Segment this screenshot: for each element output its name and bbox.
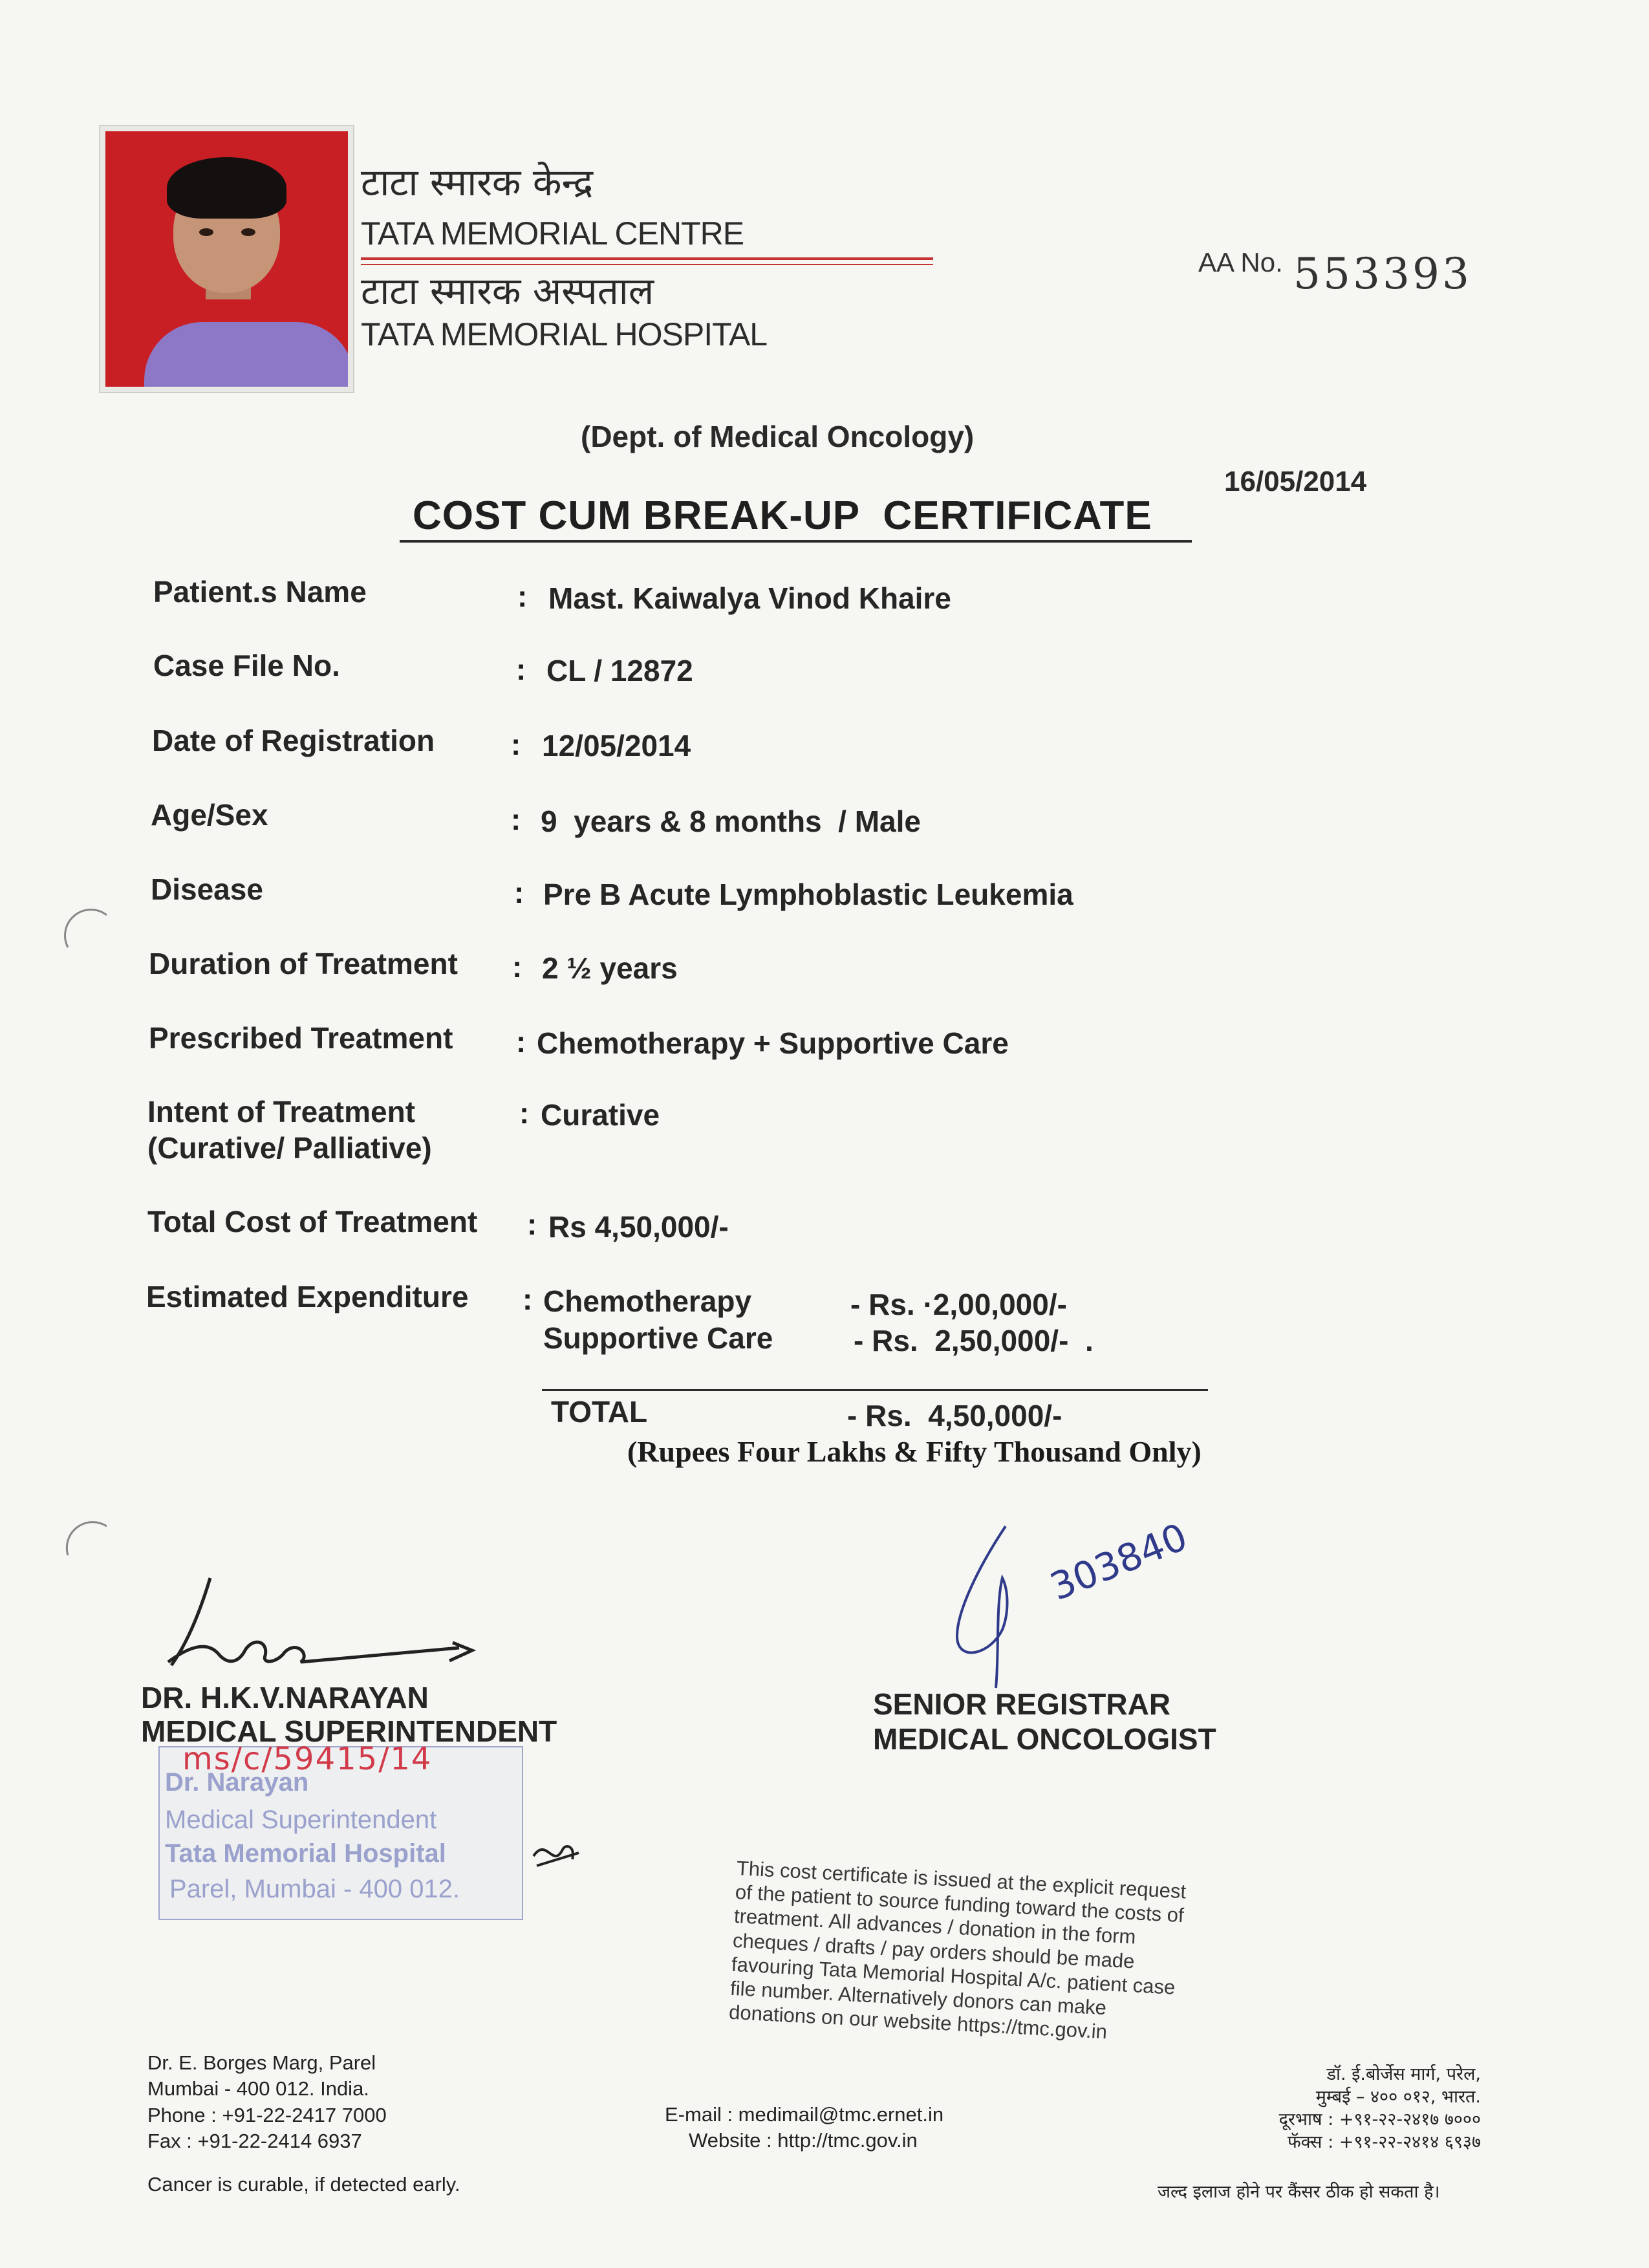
- label-age-sex: Age/Sex: [151, 798, 268, 832]
- expenditure-item-name: Chemotherapy: [543, 1284, 752, 1318]
- label-patient-name: Patient.s Name: [153, 575, 367, 609]
- registrar-handwritten-number: 303840: [1044, 1515, 1194, 1609]
- registrar-signature: [931, 1513, 1242, 1694]
- aa-number-label: AA No.: [1198, 247, 1283, 277]
- hindi-centre-name: टाटा स्मारक केन्द्र: [361, 160, 594, 204]
- punch-hole-mark: [61, 1517, 113, 1575]
- hospital-name: TATA MEMORIAL HOSPITAL: [361, 316, 768, 352]
- label-intent-options: (Curative/ Palliative): [147, 1131, 432, 1165]
- total-amount: - Rs. 4,50,000/-: [847, 1399, 1062, 1432]
- aa-number: 553393: [1293, 249, 1472, 299]
- superintendent-title: MEDICAL SUPERINTENDENT: [141, 1714, 557, 1748]
- expenditure-item-amount: - Rs. 2,50,000/- .: [854, 1324, 1094, 1357]
- initials-mark: [527, 1830, 585, 1875]
- expenditure-item-amount: - Rs. ·2,00,000/-: [850, 1288, 1067, 1321]
- certificate-title: COST CUM BREAK-UP CERTIFICATE: [413, 493, 1152, 538]
- header-rule: [361, 257, 933, 260]
- value-case-file: CL / 12872: [546, 654, 693, 687]
- expenditure-item-name: Supportive Care: [543, 1321, 773, 1355]
- value-registration-date: 12/05/2014: [542, 729, 691, 762]
- punch-hole-mark: [61, 909, 113, 967]
- value-intent: Curative: [541, 1098, 660, 1132]
- registrar-title: MEDICAL ONCOLOGIST: [873, 1722, 1216, 1756]
- total-rule: [542, 1389, 1208, 1391]
- value-duration: 2 ½ years: [542, 951, 678, 985]
- footer-email: E-mail : medimail@tmc.ernet.in: [665, 2103, 944, 2126]
- label-disease: Disease: [151, 872, 263, 906]
- superintendent-name: DR. H.K.V.NARAYAN: [141, 1681, 429, 1714]
- patient-photo: [100, 126, 353, 392]
- hindi-hospital-name: टाटा स्मारक अस्पताल: [361, 269, 654, 313]
- value-prescribed-treatment: Chemotherapy + Supportive Care: [537, 1026, 1009, 1060]
- amount-in-words: (Rupees Four Lakhs & Fifty Thousand Only): [627, 1435, 1202, 1468]
- registrar-name: SENIOR REGISTRAR: [873, 1687, 1171, 1721]
- label-intent: Intent of Treatment: [147, 1095, 416, 1129]
- label-prescribed-treatment: Prescribed Treatment: [149, 1021, 453, 1055]
- label-duration: Duration of Treatment: [149, 947, 458, 980]
- footer-slogan: Cancer is curable, if detected early.: [147, 2173, 460, 2196]
- superintendent-stamp: Dr. Narayan Medical Superintendent Tata Memorial Hospital Parel, Mumbai - 400 012.: [158, 1746, 523, 1920]
- value-patient-name: Mast. Kaiwalya Vinod Khaire: [548, 581, 951, 615]
- label-registration-date: Date of Registration: [152, 724, 435, 757]
- footer-hindi-slogan: जल्द इलाज होने पर कैंसर ठीक हो सकता है।: [1158, 2182, 1440, 2202]
- total-label: TOTAL: [551, 1395, 648, 1429]
- handwritten-reference: ms/c/59415/14: [182, 1741, 433, 1777]
- footer-hindi-address: डॉ. ई.बोर्जेस मार्ग, परेल, मुम्बई – ४०० ०१२, भारत. दूरभाष : +९१-२२-२४१७ ७००० फॅक्स : +९१-२२-२४१४ ६९३७: [1278, 2064, 1481, 2153]
- value-total-cost: Rs 4,50,000/-: [548, 1210, 729, 1244]
- label-case-file: Case File No.: [153, 649, 340, 682]
- label-estimated-expenditure: Estimated Expenditure: [146, 1280, 469, 1313]
- title-underline: [400, 540, 1192, 543]
- value-age-sex: 9 years & 8 months / Male: [541, 805, 921, 838]
- superintendent-signature: [149, 1565, 485, 1675]
- certificate-date: 16/05/2014: [1224, 466, 1367, 497]
- value-disease: Pre B Acute Lymphoblastic Leukemia: [543, 878, 1073, 911]
- footer-address: Dr. E. Borges Marg, Parel Mumbai - 400 012. India. Phone : +91-22-2417 7000 Fax : +91-22-2414 6937: [147, 2051, 387, 2152]
- department: (Dept. of Medical Oncology): [581, 420, 975, 453]
- footer-website: Website : http://tmc.gov.in: [689, 2129, 918, 2152]
- centre-name: TATA MEMORIAL CENTRE: [361, 215, 744, 252]
- label-total-cost: Total Cost of Treatment: [147, 1205, 478, 1238]
- funding-note: This cost certificate is issued at the explicit request of the patient to source funding toward the costs of treatment. All advances / donation in the form cheques / drafts / pay orders should be made favouring Tata Memorial Hospital A/c. patient case file number. Alternatively donors can make donations on our website https://tmc.gov.in: [728, 1856, 1187, 2044]
